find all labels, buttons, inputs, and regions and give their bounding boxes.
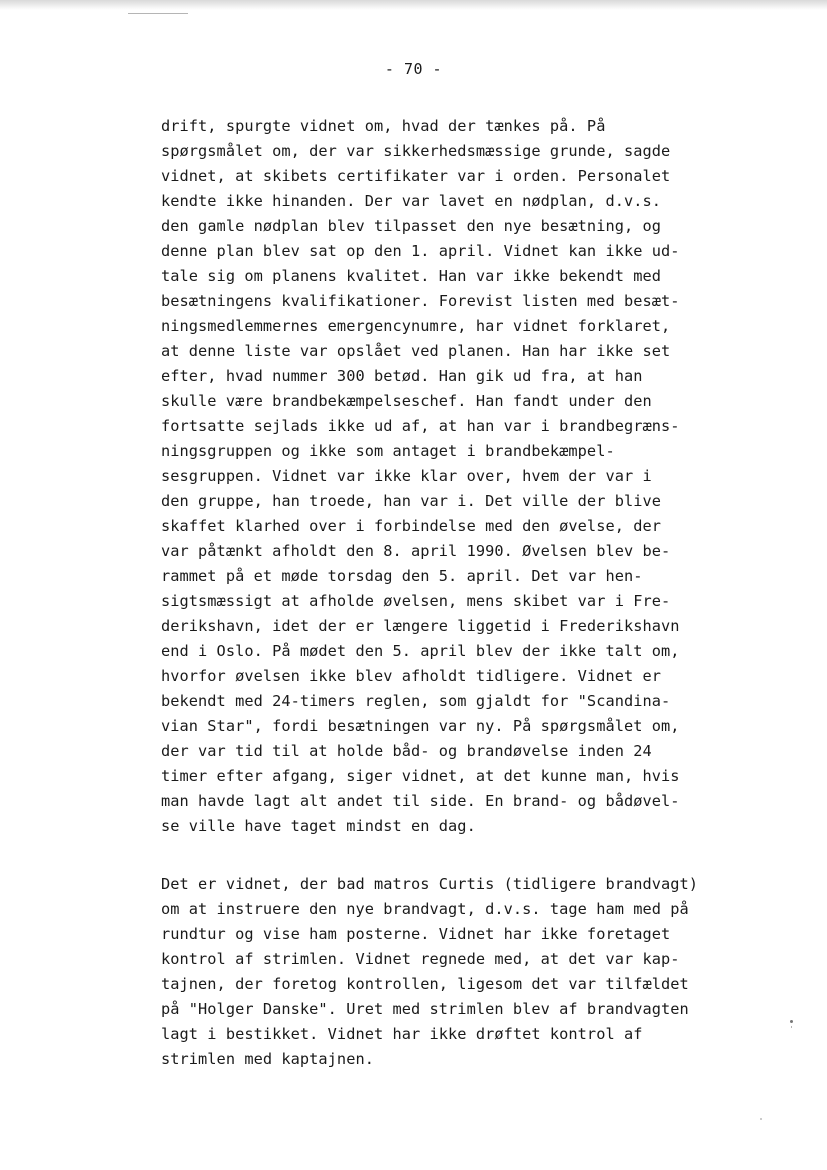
text-line: ningsgruppen og ikke som antaget i brandbekæmpel- <box>161 442 615 460</box>
text-line: efter, hvad nummer 300 betød. Han gik ud fra, at han <box>161 367 643 385</box>
text-line: på "Holger Danske". Uret med strimlen blev af brandvagten <box>161 1000 689 1018</box>
text-line: man havde lagt alt andet til side. En brand- og bådøvel- <box>161 792 680 810</box>
paragraph-2 <box>161 872 698 1072</box>
scan-speck <box>790 1020 793 1023</box>
text-line: skaffet klarhed over i forbindelse med den øvelse, der <box>161 517 662 535</box>
text-line: lagt i bestikket. Vidnet har ikke drøftet kontrol af <box>161 1025 643 1043</box>
text-line: var påtænkt afholdt den 8. april 1990. Øvelsen blev be- <box>161 542 671 560</box>
text-line: derikshavn, idet der er længere liggetid i Frederikshavn <box>161 617 680 635</box>
text-line: fortsatte sejlads ikke ud af, at han var i brandbegræns- <box>161 417 680 435</box>
text-line: tajnen, der foretog kontrollen, ligesom det var tilfældet <box>161 975 689 993</box>
text-line: Det er vidnet, der bad matros Curtis (tidligere brandvagt) <box>161 875 699 893</box>
text-line: bekendt med 24-timers reglen, som gjaldt for "Scandina- <box>161 692 671 710</box>
text-line: der var tid til at holde båd- og brandøvelse inden 24 <box>161 742 652 760</box>
text-line: denne plan blev sat op den 1. april. Vidnet kan ikke ud- <box>161 242 680 260</box>
text-line: se ville have taget mindst en dag. <box>161 817 476 835</box>
page-top-edge <box>0 0 827 10</box>
paragraph-1 <box>161 114 680 839</box>
page-number: - 70 - <box>384 60 443 78</box>
text-line: sesgruppen. Vidnet var ikke klar over, hvem der var i <box>161 467 652 485</box>
text-line: den gamle nødplan blev tilpasset den nye besætning, og <box>161 217 662 235</box>
text-line: rundtur og vise ham posterne. Vidnet har ikke foretaget <box>161 925 671 943</box>
text-line: hvorfor øvelsen ikke blev afholdt tidligere. Vidnet er <box>161 667 662 685</box>
text-line: end i Oslo. På mødet den 5. april blev der ikke talt om, <box>161 642 680 660</box>
text-line: at denne liste var opslået ved planen. Han har ikke set <box>161 342 671 360</box>
scan-speck <box>791 1026 792 1028</box>
text-line: kontrol af strimlen. Vidnet regnede med, at det var kap- <box>161 950 680 968</box>
text-line: skulle være brandbekæmpelseschef. Han fandt under den <box>161 392 652 410</box>
text-line: spørgsmålet om, der var sikkerhedsmæssige grunde, sagde <box>161 142 671 160</box>
text-line: tale sig om planens kvalitet. Han var ikke bekendt med <box>161 267 662 285</box>
text-line: timer efter afgang, siger vidnet, at det kunne man, hvis <box>161 767 680 785</box>
scan-speck <box>760 1118 762 1120</box>
scan-artifact <box>128 13 188 14</box>
text-line: drift, spurgte vidnet om, hvad der tænkes på. På <box>161 117 606 135</box>
text-line: ningsmedlemmernes emergencynumre, har vidnet forklaret, <box>161 317 671 335</box>
text-line: rammet på et møde torsdag den 5. april. Det var hen- <box>161 567 643 585</box>
text-line: besætningens kvalifikationer. Forevist listen med besæt- <box>161 292 680 310</box>
text-line: sigtsmæssigt at afholde øvelsen, mens skibet var i Fre- <box>161 592 671 610</box>
text-line: vidnet, at skibets certifikater var i orden. Personalet <box>161 167 671 185</box>
text-line: den gruppe, han troede, han var i. Det ville der blive <box>161 492 662 510</box>
text-line: vian Star", fordi besætningen var ny. På spørgsmålet om, <box>161 717 680 735</box>
text-line: strimlen med kaptajnen. <box>161 1050 374 1068</box>
text-line: kendte ikke hinanden. Der var lavet en nødplan, d.v.s. <box>161 192 662 210</box>
text-line: om at instruere den nye brandvagt, d.v.s. tage ham med på <box>161 900 689 918</box>
